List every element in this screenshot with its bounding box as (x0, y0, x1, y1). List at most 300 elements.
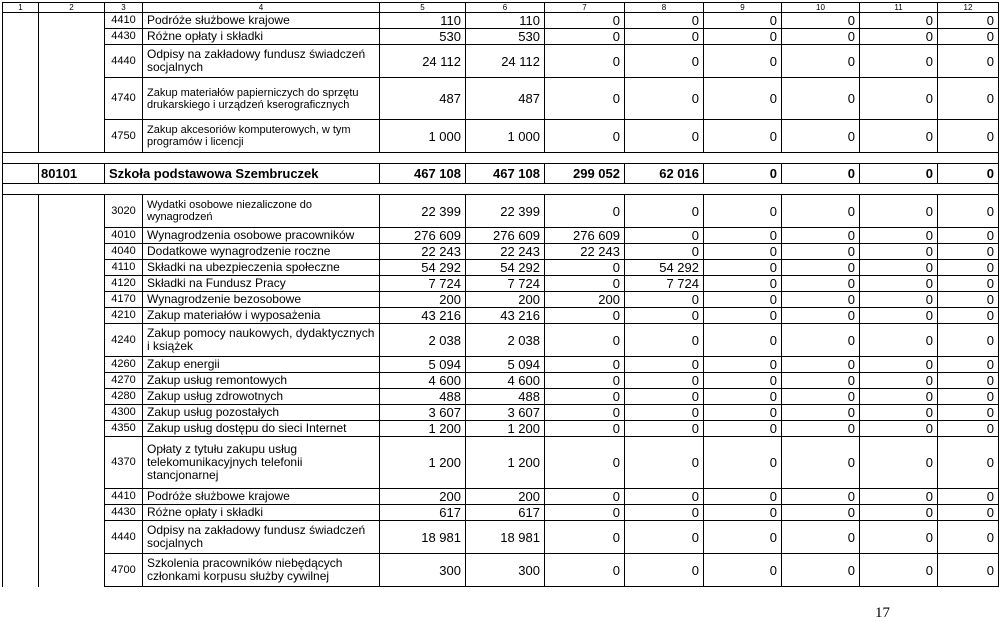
empty-cell (39, 554, 105, 587)
empty-cell (39, 437, 105, 489)
value-cell: 467 108 (466, 164, 545, 184)
value-cell: 0 (938, 521, 999, 554)
value-cell: 0 (860, 405, 938, 421)
item-code: 4430 (105, 29, 143, 45)
value-cell: 0 (938, 244, 999, 260)
empty-cell (3, 228, 39, 244)
value-cell: 0 (860, 308, 938, 324)
value-cell: 2 038 (380, 324, 466, 357)
value-cell: 5 094 (466, 357, 545, 373)
value-cell: 0 (782, 260, 860, 276)
item-code: 4270 (105, 373, 143, 389)
value-cell: 0 (545, 421, 625, 437)
value-cell: 0 (545, 357, 625, 373)
value-cell: 0 (938, 260, 999, 276)
value-cell: 0 (704, 276, 782, 292)
table-row (3, 521, 999, 554)
value-cell: 0 (938, 373, 999, 389)
table-row (3, 389, 999, 405)
value-cell: 0 (860, 292, 938, 308)
value-cell: 0 (704, 405, 782, 421)
column-number: 4 (143, 3, 380, 13)
value-cell: 22 243 (466, 244, 545, 260)
value-cell: 0 (625, 357, 704, 373)
empty-cell (39, 389, 105, 405)
value-cell: 0 (782, 437, 860, 489)
item-code: 4740 (105, 78, 143, 120)
column-number: 11 (860, 3, 938, 13)
value-cell: 0 (782, 164, 860, 184)
item-name: Składki na ubezpieczenia społeczne (143, 260, 380, 276)
value-cell: 0 (938, 45, 999, 78)
value-cell: 7 724 (466, 276, 545, 292)
value-cell: 0 (938, 78, 999, 120)
value-cell: 0 (782, 421, 860, 437)
value-cell: 0 (545, 276, 625, 292)
table-row (3, 308, 999, 324)
value-cell: 0 (704, 437, 782, 489)
column-number: 9 (704, 3, 782, 13)
value-cell: 0 (860, 521, 938, 554)
empty-cell (3, 195, 39, 228)
value-cell: 200 (380, 292, 466, 308)
value-cell: 18 981 (380, 521, 466, 554)
table-row (3, 505, 999, 521)
value-cell: 0 (704, 308, 782, 324)
value-cell: 0 (545, 437, 625, 489)
value-cell: 0 (938, 164, 999, 184)
item-name: Szkolenia pracowników niebędących członkami korpusu służby cywilnej (143, 554, 380, 587)
section-row (3, 164, 999, 184)
table-row (3, 357, 999, 373)
table-row (3, 244, 999, 260)
value-cell: 0 (782, 120, 860, 153)
value-cell: 276 609 (466, 228, 545, 244)
value-cell: 0 (545, 13, 625, 29)
spacer-cell (3, 184, 999, 195)
value-cell: 617 (380, 505, 466, 521)
empty-cell (3, 324, 39, 357)
value-cell: 0 (545, 195, 625, 228)
value-cell: 0 (782, 195, 860, 228)
value-cell: 0 (625, 373, 704, 389)
budget-table (2, 2, 999, 587)
empty-cell (39, 292, 105, 308)
value-cell: 0 (704, 78, 782, 120)
item-code: 4440 (105, 521, 143, 554)
empty-cell (39, 260, 105, 276)
empty-cell (39, 308, 105, 324)
table-row (3, 13, 999, 29)
value-cell: 0 (704, 421, 782, 437)
item-name: Wynagrodzenie bezosobowe (143, 292, 380, 308)
value-cell: 0 (938, 389, 999, 405)
value-cell: 0 (938, 405, 999, 421)
value-cell: 0 (704, 164, 782, 184)
value-cell: 0 (938, 292, 999, 308)
value-cell: 7 724 (380, 276, 466, 292)
item-code: 4750 (105, 120, 143, 153)
value-cell: 0 (938, 195, 999, 228)
item-code: 4440 (105, 45, 143, 78)
value-cell: 276 609 (380, 228, 466, 244)
table-row (3, 260, 999, 276)
value-cell: 22 399 (466, 195, 545, 228)
item-name: Zakup usług pozostałych (143, 405, 380, 421)
value-cell: 0 (938, 120, 999, 153)
value-cell: 0 (625, 228, 704, 244)
column-number: 12 (938, 3, 999, 13)
value-cell: 487 (380, 78, 466, 120)
table-body (3, 3, 999, 587)
table-row (3, 29, 999, 45)
value-cell: 0 (860, 421, 938, 437)
item-code: 4300 (105, 405, 143, 421)
value-cell: 0 (782, 389, 860, 405)
value-cell: 1 200 (380, 437, 466, 489)
empty-cell (39, 405, 105, 421)
value-cell: 43 216 (380, 308, 466, 324)
value-cell: 0 (860, 489, 938, 505)
item-code: 4010 (105, 228, 143, 244)
empty-cell (39, 120, 105, 153)
section-code: 80101 (39, 164, 105, 184)
item-name: Wydatki osobowe niezaliczone do wynagrodzeń (143, 195, 380, 228)
item-code: 3020 (105, 195, 143, 228)
item-name: Wynagrodzenia osobowe pracowników (143, 228, 380, 244)
value-cell: 0 (782, 228, 860, 244)
item-name: Zakup energii (143, 357, 380, 373)
item-name: Opłaty z tytułu zakupu usług telekomunikacyjnych telefonii stancjonarnej (143, 437, 380, 489)
empty-cell (3, 405, 39, 421)
item-name: Różne opłaty i składki (143, 29, 380, 45)
value-cell: 0 (782, 276, 860, 292)
column-number: 7 (545, 3, 625, 13)
value-cell: 0 (704, 45, 782, 78)
value-cell: 18 981 (466, 521, 545, 554)
value-cell: 0 (860, 324, 938, 357)
item-name: Podróże służbowe krajowe (143, 489, 380, 505)
value-cell: 0 (545, 308, 625, 324)
value-cell: 200 (380, 489, 466, 505)
value-cell: 0 (704, 260, 782, 276)
empty-cell (3, 373, 39, 389)
column-number: 8 (625, 3, 704, 13)
value-cell: 0 (545, 389, 625, 405)
value-cell: 0 (938, 29, 999, 45)
value-cell: 0 (860, 13, 938, 29)
value-cell: 0 (704, 489, 782, 505)
item-code: 4110 (105, 260, 143, 276)
value-cell: 0 (545, 521, 625, 554)
item-name: Zakup usług remontowych (143, 373, 380, 389)
value-cell: 0 (625, 45, 704, 78)
value-cell: 0 (782, 29, 860, 45)
value-cell: 0 (545, 45, 625, 78)
column-number: 1 (3, 3, 39, 13)
value-cell: 0 (860, 164, 938, 184)
value-cell: 0 (860, 373, 938, 389)
empty-cell (39, 421, 105, 437)
value-cell: 22 399 (380, 195, 466, 228)
value-cell: 0 (545, 373, 625, 389)
empty-cell (3, 489, 39, 505)
spacer-cell (3, 153, 999, 164)
value-cell: 62 016 (625, 164, 704, 184)
value-cell: 0 (625, 308, 704, 324)
item-code: 4210 (105, 308, 143, 324)
item-code: 4170 (105, 292, 143, 308)
value-cell: 0 (860, 120, 938, 153)
value-cell: 299 052 (545, 164, 625, 184)
empty-cell (39, 244, 105, 260)
table-row (3, 554, 999, 587)
empty-cell (3, 357, 39, 373)
value-cell: 0 (782, 505, 860, 521)
value-cell: 530 (380, 29, 466, 45)
value-cell: 0 (860, 357, 938, 373)
item-name: Odpisy na zakładowy fundusz świadczeń socjalnych (143, 521, 380, 554)
section-name: Szkoła podstawowa Szembruczek (105, 164, 380, 184)
item-name: Zakup usług zdrowotnych (143, 389, 380, 405)
value-cell: 200 (466, 489, 545, 505)
empty-cell (3, 29, 39, 45)
empty-cell (39, 521, 105, 554)
value-cell: 24 112 (466, 45, 545, 78)
column-number: 6 (466, 3, 545, 13)
value-cell: 0 (782, 292, 860, 308)
table-row (3, 228, 999, 244)
column-number: 2 (39, 3, 105, 13)
item-name: Zakup usług dostępu do sieci Internet (143, 421, 380, 437)
value-cell: 0 (625, 554, 704, 587)
value-cell: 487 (466, 78, 545, 120)
value-cell: 0 (625, 505, 704, 521)
empty-cell (3, 45, 39, 78)
value-cell: 3 607 (380, 405, 466, 421)
table-row (3, 292, 999, 308)
item-code: 4350 (105, 421, 143, 437)
value-cell: 0 (782, 308, 860, 324)
value-cell: 1 200 (466, 437, 545, 489)
value-cell: 0 (704, 244, 782, 260)
value-cell: 110 (466, 13, 545, 29)
item-code: 4260 (105, 357, 143, 373)
value-cell: 0 (860, 389, 938, 405)
value-cell: 0 (625, 13, 704, 29)
value-cell: 0 (782, 373, 860, 389)
value-cell: 0 (860, 29, 938, 45)
item-name: Podróże służbowe krajowe (143, 13, 380, 29)
table-row (3, 489, 999, 505)
value-cell: 0 (782, 324, 860, 357)
table-row (3, 276, 999, 292)
value-cell: 0 (625, 292, 704, 308)
value-cell: 0 (545, 78, 625, 120)
empty-cell (39, 357, 105, 373)
value-cell: 0 (704, 357, 782, 373)
value-cell: 300 (466, 554, 545, 587)
item-name: Różne opłaty i składki (143, 505, 380, 521)
item-code: 4700 (105, 554, 143, 587)
value-cell: 0 (545, 324, 625, 357)
value-cell: 110 (380, 13, 466, 29)
empty-cell (39, 195, 105, 228)
item-name: Składki na Fundusz Pracy (143, 276, 380, 292)
value-cell: 0 (860, 78, 938, 120)
value-cell: 24 112 (380, 45, 466, 78)
value-cell: 0 (782, 244, 860, 260)
value-cell: 0 (545, 405, 625, 421)
table-row (3, 45, 999, 78)
empty-cell (3, 308, 39, 324)
value-cell: 0 (625, 120, 704, 153)
empty-cell (3, 164, 39, 184)
value-cell: 22 243 (380, 244, 466, 260)
value-cell: 617 (466, 505, 545, 521)
empty-cell (39, 45, 105, 78)
table-row (3, 324, 999, 357)
value-cell: 0 (704, 292, 782, 308)
value-cell: 200 (545, 292, 625, 308)
empty-cell (3, 389, 39, 405)
table-row (3, 120, 999, 153)
value-cell: 2 038 (466, 324, 545, 357)
empty-cell (3, 120, 39, 153)
column-number: 3 (105, 3, 143, 13)
table-row (3, 373, 999, 389)
empty-cell (39, 276, 105, 292)
value-cell: 22 243 (545, 244, 625, 260)
value-cell: 0 (860, 195, 938, 228)
value-cell: 0 (625, 244, 704, 260)
value-cell: 0 (938, 505, 999, 521)
item-code: 4120 (105, 276, 143, 292)
value-cell: 530 (466, 29, 545, 45)
value-cell: 54 292 (466, 260, 545, 276)
value-cell: 0 (704, 195, 782, 228)
item-name: Zakup akcesoriów komputerowych, w tym programów i licencji (143, 120, 380, 153)
column-number: 10 (782, 3, 860, 13)
value-cell: 0 (625, 389, 704, 405)
value-cell: 0 (625, 489, 704, 505)
value-cell: 1 000 (466, 120, 545, 153)
value-cell: 0 (860, 554, 938, 587)
value-cell: 0 (704, 324, 782, 357)
item-code: 4410 (105, 489, 143, 505)
value-cell: 0 (704, 505, 782, 521)
table-row (3, 78, 999, 120)
table-row (3, 421, 999, 437)
empty-cell (3, 505, 39, 521)
value-cell: 0 (938, 324, 999, 357)
empty-cell (39, 373, 105, 389)
value-cell: 200 (466, 292, 545, 308)
value-cell: 0 (782, 521, 860, 554)
value-cell: 0 (938, 13, 999, 29)
value-cell: 0 (704, 554, 782, 587)
value-cell: 0 (704, 521, 782, 554)
value-cell: 0 (625, 521, 704, 554)
value-cell: 0 (860, 45, 938, 78)
value-cell: 488 (466, 389, 545, 405)
value-cell: 467 108 (380, 164, 466, 184)
item-code: 4430 (105, 505, 143, 521)
empty-cell (3, 292, 39, 308)
value-cell: 0 (704, 228, 782, 244)
item-code: 4240 (105, 324, 143, 357)
table-row (3, 195, 999, 228)
empty-cell (3, 437, 39, 489)
empty-cell (3, 276, 39, 292)
column-number: 5 (380, 3, 466, 13)
empty-cell (3, 421, 39, 437)
value-cell: 0 (938, 228, 999, 244)
value-cell: 7 724 (625, 276, 704, 292)
value-cell: 0 (704, 373, 782, 389)
value-cell: 0 (938, 357, 999, 373)
value-cell: 0 (704, 120, 782, 153)
empty-cell (3, 78, 39, 120)
item-name: Zakup materiałów i wyposażenia (143, 308, 380, 324)
table-row (3, 405, 999, 421)
value-cell: 0 (704, 389, 782, 405)
value-cell: 0 (545, 505, 625, 521)
value-cell: 4 600 (466, 373, 545, 389)
page-number: 17 (875, 605, 890, 621)
spacer-row (3, 184, 999, 195)
value-cell: 0 (625, 29, 704, 45)
column-number-row (3, 3, 999, 13)
value-cell: 0 (938, 276, 999, 292)
value-cell: 0 (625, 437, 704, 489)
empty-cell (3, 554, 39, 587)
spacer-row (3, 153, 999, 164)
value-cell: 0 (938, 489, 999, 505)
empty-cell (39, 489, 105, 505)
value-cell: 0 (545, 554, 625, 587)
value-cell: 300 (380, 554, 466, 587)
value-cell: 0 (782, 554, 860, 587)
empty-cell (3, 13, 39, 29)
value-cell: 0 (938, 308, 999, 324)
value-cell: 43 216 (466, 308, 545, 324)
value-cell: 54 292 (625, 260, 704, 276)
item-code: 4280 (105, 389, 143, 405)
value-cell: 0 (860, 244, 938, 260)
empty-cell (39, 324, 105, 357)
item-name: Dodatkowe wynagrodzenie roczne (143, 244, 380, 260)
value-cell: 1 200 (466, 421, 545, 437)
value-cell: 3 607 (466, 405, 545, 421)
item-code: 4040 (105, 244, 143, 260)
item-name: Zakup pomocy naukowych, dydaktycznych i książek (143, 324, 380, 357)
value-cell: 0 (704, 13, 782, 29)
value-cell: 0 (938, 421, 999, 437)
value-cell: 0 (782, 13, 860, 29)
value-cell: 0 (782, 357, 860, 373)
value-cell: 0 (545, 260, 625, 276)
value-cell: 1 000 (380, 120, 466, 153)
value-cell: 0 (545, 489, 625, 505)
value-cell: 0 (938, 437, 999, 489)
value-cell: 0 (938, 554, 999, 587)
value-cell: 0 (625, 421, 704, 437)
value-cell: 0 (782, 45, 860, 78)
value-cell: 0 (860, 228, 938, 244)
empty-cell (39, 505, 105, 521)
value-cell: 4 600 (380, 373, 466, 389)
